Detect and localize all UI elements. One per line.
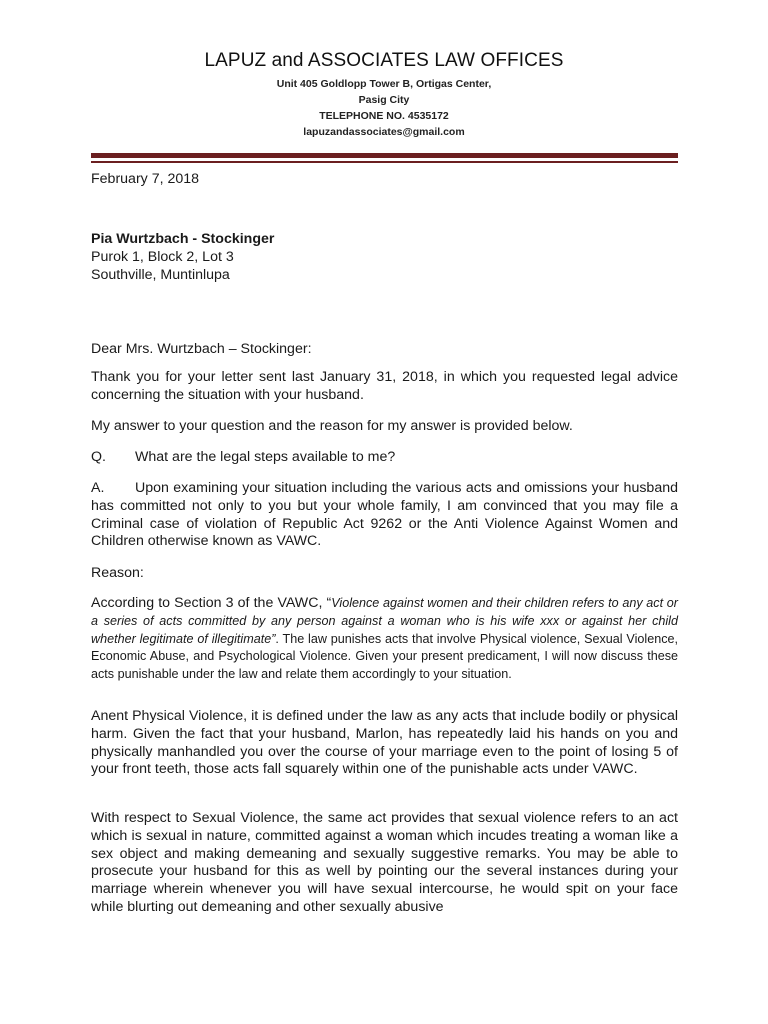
physical-violence-paragraph: Anent Physical Violence, it is defined under the law as any acts that include bodily or physical harm. Given the fact that your husband, Marlon, has repeatedly laid his hands on you and physically manhandled you over the course of your marriage even to the point of losing 5 of your front teeth, those acts fall squarely within one of the punishable acts under VAWC. <box>91 708 678 778</box>
answer-text: Upon examining your situation including the various acts and omissions your husband has committed not only to you but your whole family, I am convinced that you may file a Criminal case of violation of Republic Act 9262 or the Anti Violence Against Women and Children otherwise known as VAWC. <box>91 480 678 550</box>
question-line <box>91 449 678 467</box>
question-label: Q. <box>91 449 106 465</box>
firm-address-line1: Unit 405 Goldlopp Tower B, Ortigas Center, <box>276 78 492 90</box>
letterhead-divider-thin <box>91 161 678 163</box>
firm-email: lapuzandassociates@gmail.com <box>303 126 465 138</box>
recipient-block <box>91 231 678 284</box>
letterhead-divider-thick <box>91 153 678 158</box>
answer-paragraph <box>91 480 678 551</box>
letter-date: February 7, 2018 <box>91 171 200 187</box>
reason-lead: According to Section 3 of the VAWC, “ <box>91 595 332 611</box>
reason-heading: Reason: <box>91 565 144 581</box>
salutation: Dear Mrs. Wurtzbach – Stockinger: <box>91 341 312 357</box>
reason-quote: Violence against women and their children refers to any act or a series of acts committed by any person against a woman who is his wife xxx or against her child whether legitimate of illegitimate” <box>91 596 678 646</box>
reason-rest: . The law punishes acts that involve Physical violence, Sexual Violence, Economic Abuse, and Psychological Violence. Given your present predicament, I will now discuss these acts punishable under the law and relate them accordingly to your situation. <box>91 631 679 682</box>
recipient-address-line2: Southville, Muntinlupa <box>91 266 230 283</box>
answer-label: A. <box>91 480 105 496</box>
intro-paragraph: Thank you for your letter sent last January 31, 2018, in which you requested legal advice concerning the situation with your husband. <box>91 369 678 403</box>
recipient-address-line1: Purok 1, Block 2, Lot 3 <box>91 248 234 265</box>
recipient-name: Pia Wurtzbach - Stockinger <box>91 231 275 247</box>
reason-paragraph <box>91 595 678 684</box>
firm-address-line2: Pasig City <box>358 94 410 106</box>
preface-paragraph: My answer to your question and the reason for my answer is provided below. <box>91 418 573 434</box>
question-text: What are the legal steps available to me? <box>135 449 396 465</box>
sexual-violence-paragraph: With respect to Sexual Violence, the same act provides that sexual violence refers to an act which is sexual in nature, committed against a woman which incudes treating a woman like a sex object and making demeaning and sexually suggestive remarks. You may be able to prosecute your husband for this as well by pointing our the several instances during your marriage wherein whenever you will have sexual intercourse, he would spit on your face while blurting out demeaning and other sexually abusive <box>91 810 678 915</box>
letterhead <box>0 46 768 140</box>
firm-name: LAPUZ and ASSOCIATES LAW OFFICES <box>204 50 564 71</box>
firm-telephone: TELEPHONE NO. 4535172 <box>319 110 449 122</box>
